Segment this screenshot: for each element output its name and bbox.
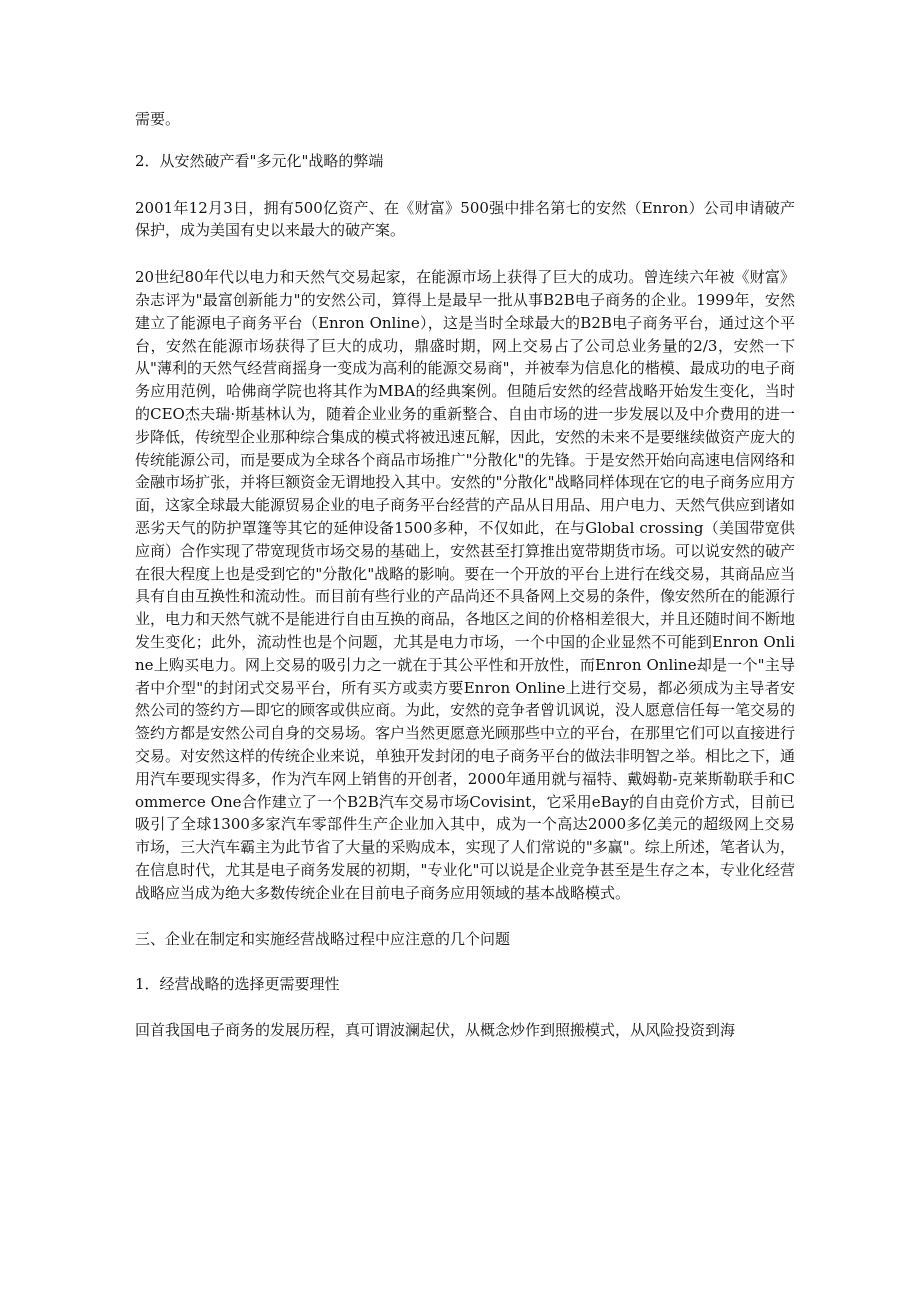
paragraph-enron-analysis: 20世纪80年代以电力和天然气交易起家，在能源市场上获得了巨大的成功。曾连续六年被《财富》杂志评为"最富创新能力"的安然公司，算得上是最早一批从事B2B电子商务的企业。1999年，安然建立了能源电子商务平台（Enron Online），这是当时全球最大的B2B电子商务平台，通过这个平台，安然在能源市场获得了巨大的成功，鼎盛时期，网上交易占了公司总业务量的2/3，安然一下从"薄利的天然气经营商摇身一变成为高利的能源交易商"，并被奉为信息化的楷模、最成功的电子商务应用范例，哈佛商学院也将其作为MBA的经典案例。但随后安然的经营战略开始发生变化，当时的CEO杰夫瑞·斯基林认为，随着企业业务的重新整合、自由市场的进一步发展以及中介费用的进一步降低，传统型企业那种综合集成的模式将被迅速瓦解，因此，安然的未来不是要继续做资产庞大的传统能源公司，而是要成为全球各个商品市场推广"分散化"的先锋。于是安然开始向高速电信网络和金融市场扩张，并将巨额资金无谓地投入其中。安然的"分散化"战略同样体现在它的电子商务应用方面，这家全球最大能源贸易企业的电子商务平台经营的产品从日用品、用户电力、天然气供应到诸如恶劣天气的防护罩篷等其它的延伸设备1500多种，不仅如此，在与Global crossing（美国带宽供应商）合作实现了带宽现货市场交易的基础上，安然甚至打算推出宽带期货市场。可以说安然的破产在很大程度上也是受到它的"分散化"战略的影响。要在一个开放的平台上进行在线交易，其商品应当具有自由互换性和流动性。而目前有些行业的产品尚还不具备网上交易的条件，像安然所在的能源行业，电力和天然气就不是能进行自由互换的商品，各地区之间的价格相差很大，并且还随时间不断地发生变化；此外，流动性也是个问题，尤其是电力市场，一个中国的企业显然不可能到Enron Online上购买电力。网上交易的吸引力之一就在于其公平性和开放性，而Enron Online却是一个"主导者中介型"的封闭式交易平台，所有买方或卖方要Enron Online上进行交易，都必须成为主导者安然公司的签约方—即它的顾客或供应商。为此，安然的竞争者曾讥讽说，没人愿意信任每一笔交易的签约方都是安然公司自身的交易场。客户当然更愿意光顾那些中立的平台，在那里它们可以直接进行交易。对安然这样的传统企业来说，单独开发封闭的电子商务平台的做法非明智之举。相比之下，通用汽车要现实得多，作为汽车网上销售的开创者，2000年通用就与福特、戴姆勒-克莱斯勒联手和Commerce One合作建立了一个B2B汽车交易市场Covisint，它采用eBay的自由竞价方式，目前已吸引了全球1300多家汽车零部件生产企业加入其中，成为一个高达2000多亿美元的超级网上交易市场，三大汽车霸主为此节省了大量的采购成本，实现了人们常说的"多赢"。综上所述，笔者认为，在信息时代，尤其是电子商务发展的初期，"专业化"可以说是企业竞争甚至是生存之本，专业化经营战略应当成为绝大多数传统企业在目前电子商务应用领域的基本战略模式。 <box>135 268 796 902</box>
section-heading-enron: 2．从安然破产看"多元化"战略的弊端 <box>135 151 384 170</box>
paragraph-review-history: 回首我国电子商务的发展历程，真可谓波澜起伏，从概念炒作到照搬模式，从风险投资到海 <box>135 1021 736 1040</box>
paragraph-continuation: 需要。 <box>135 110 181 128</box>
section-heading-issues: 三、企业在制定和实施经营战略过程中应注意的几个问题 <box>135 929 511 948</box>
document-page <box>135 108 795 1042</box>
paragraph-enron-bankruptcy: 2001年12月3日，拥有500亿资产、在《财富》500强中排名第七的安然（Enron）公司申请破产保护，成为美国有史以来最大的破产案。 <box>135 198 795 240</box>
subsection-heading-rational-choice: 1．经营战略的选择更需要理性 <box>135 975 340 994</box>
